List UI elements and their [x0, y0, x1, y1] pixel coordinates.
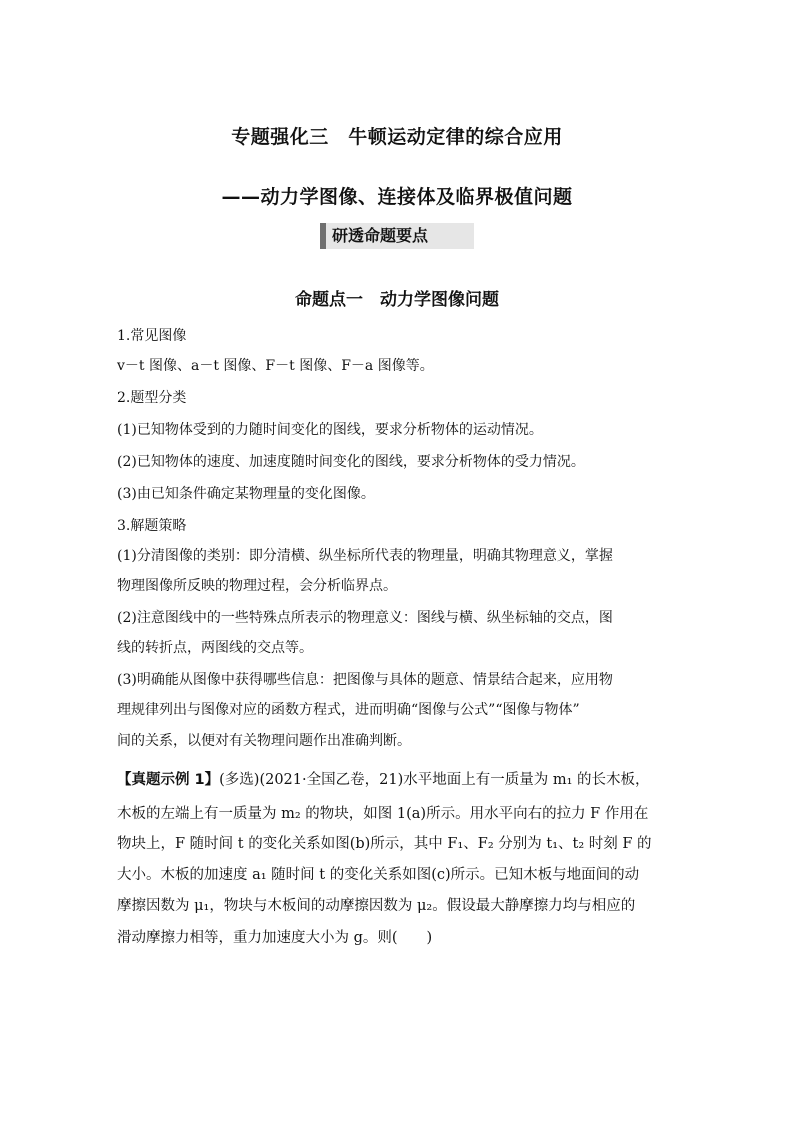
example-line: 滑动摩擦力相等，重力加速度大小为 g。则( ) — [117, 930, 433, 946]
example-line: 大小。木板的加速度 a₁ 随时间 t 的变化关系如图(c)所示。已知木板与地面间的动 — [117, 867, 640, 883]
paragraph-heading: 1.常见图像 — [117, 328, 187, 344]
section-heading: 命题点一 动力学图像问题 — [295, 290, 499, 310]
example-text: (多选)(2021·全国乙卷，21)水平地面上有一质量为 m₁ 的长木板， — [219, 772, 650, 788]
list-item: (3)由已知条件确定某物理量的变化图像。 — [117, 486, 375, 502]
example-line: 物块上，F 随时间 t 的变化关系如图(b)所示，其中 F₁、F₂ 分别为 t₁、t₂ 时刻 F 的 — [117, 836, 652, 852]
list-item: (3)明确能从图像中获得哪些信息：把图像与具体的题意、情景结合起来，应用物 — [117, 672, 613, 688]
list-item-continued: 线的转折点，两图线的交点等。 — [117, 640, 313, 656]
list-item-continued: 物理图像所反映的物理过程，会分析临界点。 — [117, 578, 397, 594]
list-item: (1)分清图像的类别：即分清横、纵坐标所代表的物理量，明确其物理意义，掌握 — [117, 548, 613, 564]
list-item: (1)已知物体受到的力随时间变化的图线，要求分析物体的运动情况。 — [117, 422, 543, 438]
page-title: 专题强化三 牛顿运动定律的综合应用 — [231, 126, 563, 148]
list-item: (2)已知物体的速度、加速度随时间变化的图线，要求分析物体的受力情况。 — [117, 454, 585, 470]
banner-bar-thin-icon — [322, 223, 324, 249]
example-line: 摩擦因数为 μ₁，物块与木板间的动摩擦因数为 μ₂。假设最大静摩擦力均与相应的 — [117, 898, 636, 914]
section-banner — [320, 223, 474, 249]
paragraph-heading: 2.题型分类 — [117, 390, 187, 406]
example-line — [117, 770, 679, 790]
example-label: 【真题示例 1】 — [117, 772, 220, 788]
example-line: 木板的左端上有一质量为 m₂ 的物块，如图 1(a)所示。用水平向右的拉力 F 作用在 — [117, 806, 649, 822]
list-item-continued: 理规律列出与图像对应的函数方程式，进而明确“图像与公式”“图像与物体” — [117, 702, 580, 718]
list-item-continued: 间的关系，以便对有关物理问题作出准确判断。 — [117, 733, 411, 749]
banner-label: 研透命题要点 — [332, 226, 429, 245]
paragraph-line: v－t 图像、a－t 图像、F－t 图像、F－a 图像等。 — [117, 358, 434, 374]
page-subtitle: ——动力学图像、连接体及临界极值问题 — [221, 186, 573, 208]
list-item: (2)注意图线中的一些特殊点所表示的物理意义：图线与横、纵坐标轴的交点，图 — [117, 610, 613, 626]
paragraph-heading: 3.解题策略 — [117, 518, 187, 534]
